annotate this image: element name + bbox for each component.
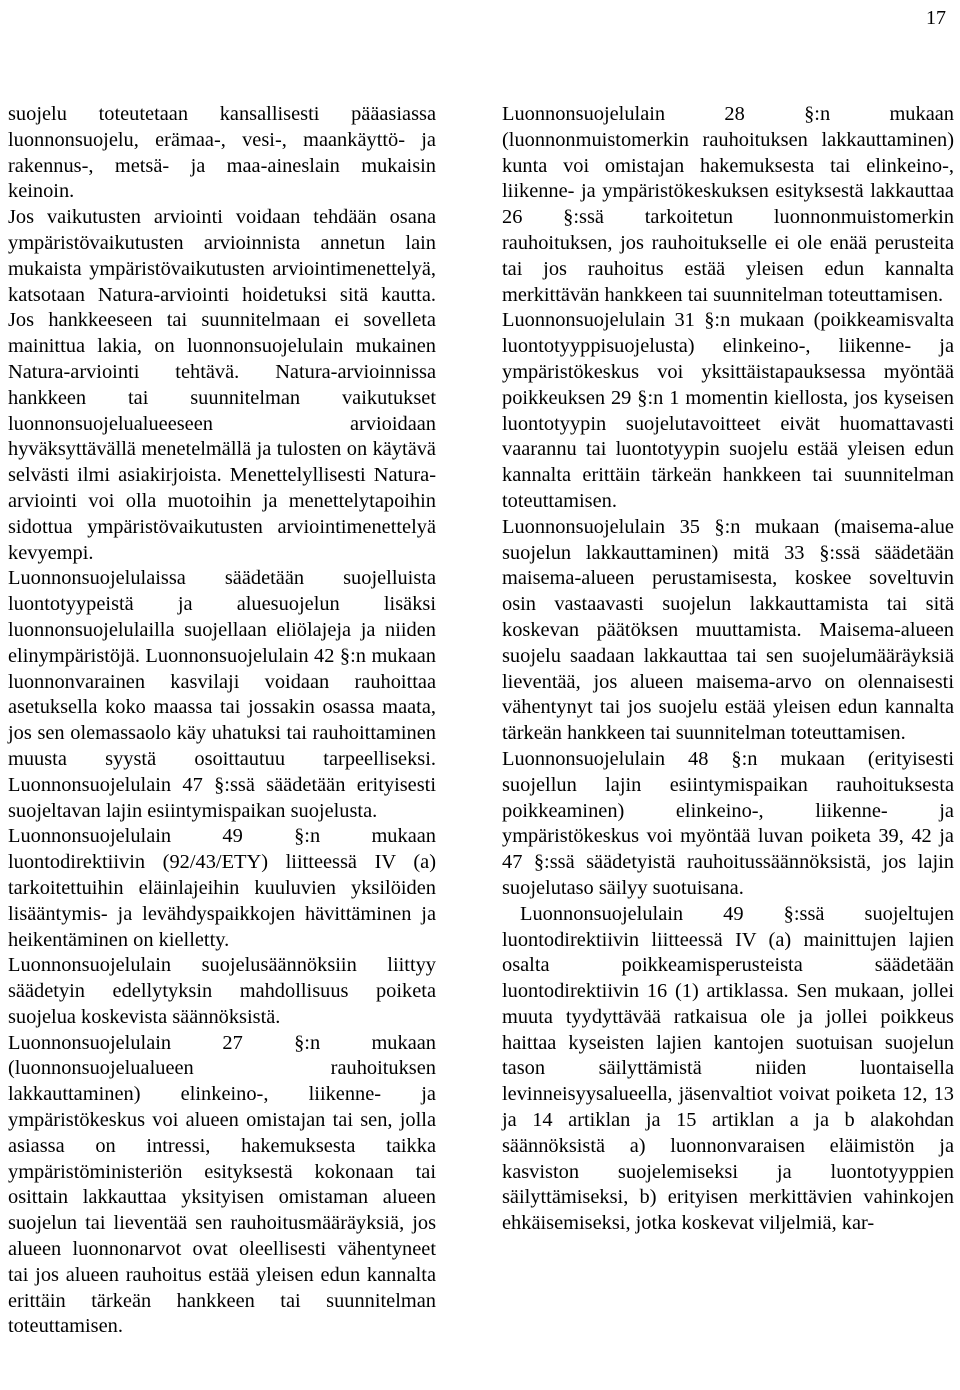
page-number: 17 (926, 7, 946, 29)
left-paragraph-4: Luonnonsuojelulain 49 §:n mukaan luontodirektiivin (92/43/ETY) liitteessä IV (a) tarkoitettuihin eläinlajeihin kuuluvien yksilöiden lisääntymis- ja levähdyspaikkojen hävittäminen ja heikentäminen on kielletty. (8, 825, 436, 951)
left-paragraph-3: Luonnonsuojelulaissa säädetään suojelluista luontotyypeistä ja aluesuojelun lisäksi luonnonsuojelulailla suojellaan eliölajeja ja niiden elinympäristöjä. Luonnonsuojelulain 42 §:n mukaan luonnonvarainen kasvilaji voidaan rauhoittaa asetuksella koko maassa tai jossakin osassa maata, jos sen olemassaolo käy uhatuksi tai rauhoittaminen muusta syystä osoittautuu tarpeelliseksi. Luonnonsuojelulain 47 §:ssä säädetään erityisesti suojeltavan lajin esiintymispaikan suojelusta. (8, 567, 436, 822)
left-paragraph-5: Luonnonsuojelulain suojelusäännöksiin liittyy säädetyin edellytyksin mahdollisuus poiketa suojelua koskevista säännöksistä. (8, 954, 436, 1028)
right-paragraph-1: Luonnonsuojelulain 28 §:n mukaan (luonnonmuistomerkin rauhoituksen lakkauttaminen) kunta voi omistajan hakemuksesta tai elinkeino-, liikenne- ja ympäristökeskuksen esityksestä lakkauttaa 26 §:ssä tarkoitetun luonnonmuistomerkin rauhoituksen, jos rauhoitukselle ei ole enää perusteita tai jos rauhoitus estää yleisen edun kannalta merkittävän hankkeen tai suunnitelman toteuttamisen. (502, 103, 954, 306)
left-paragraph-6: Luonnonsuojelulain 27 §:n mukaan (luonnonsuojelualueen rauhoituksen lakkauttaminen) elinkeino-, liikenne- ja ympäristökeskus voi alueen omistajan tai sen, jolla asiassa on intressi, hakemuksesta taikka ympäristöministeriön esityksestä kokonaan tai osittain lakkauttaa yksityisen omistaman alueen suojelun tai lieventää sen rauhoitusmääräyksiä, jos alueen luonnonarvot ovat oleellisesti vähentyneet tai jos alueen rauhoitus estää yleisen edun kannalta erittäin tärkeän hankkeen tai suunnitelman toteuttamisen. (8, 1031, 436, 1338)
right-paragraph-5: Luonnonsuojelulain 49 §:ssä suojeltujen luontodirektiivin liitteessä IV (a) mainittujen lajien osalta poikkeamisperusteista säädetään luontodirektiivin 16 (1) artiklassa. Sen mukaan, jollei muuta tyydyttävää ratkaisua ole ja jollei poikkeus haittaa kyseisten lajien kantojen suotuisan suojelun tason säilyttämistä niiden luontaisella levinneisyysalueella, jäsenvaltiot voivat poiketa 12, 13 ja 14 artiklan ja 15 artiklan a ja b alakohdan säännöksistä a) luonnonvaraisen eläimistön ja kasviston suojelemiseksi ja luontotyyppien säilyttämiseksi, b) erityisen merkittävien vahinkojen ehkäisemiseksi, jotka koskevat viljelmiä, kar- (502, 902, 954, 1235)
right-paragraph-4: Luonnonsuojelulain 48 §:n mukaan (erityisesti suojellun lajin esiintymispaikan rauhoituksesta poikkeaminen) elinkeino-, liikenne- ja ympäristökeskus voi myöntää luvan poiketa 39, 42 ja 47 §:ssä säädetyistä rauhoitussäännöksistä, jos lajin suojelutaso säilyy suotuisana. (502, 747, 954, 899)
right-column (502, 102, 954, 1237)
left-paragraph-1: suojelu toteutetaan kansallisesti pääasiassa luonnonsuojelu, erämaa-, vesi-, maankäyttö- ja rakennus-, metsä- ja maa-aineslain mukaisin keinoin. (8, 103, 436, 203)
left-column (8, 102, 436, 1340)
right-paragraph-3: Luonnonsuojelulain 35 §:n mukaan (maisema-alue suojelun lakkauttaminen) mitä 33 §:ssä säädetään maisema-alueen perustamisesta, koskee soveltuvin osin vastaavasti suojelun lakkauttamista tai sitä koskevan päätöksen muuttamista. Maisema-alueen suojelu saadaan lakkauttaa tai sen suojelumääräyksiä lieventää, jos alueen maisema-arvo on olennaisesti vähentynyt tai jos suojelu estää yleisen edun kannalta tärkeän hankkeen tai suunnitelman toteuttamisen. (502, 515, 954, 745)
left-paragraph-2: Jos vaikutusten arviointi voidaan tehdään osana ympäristövaikutusten arvioinnista annetun lain mukaista ympäristövaikutusten arviointimenettelyä, katsotaan Natura-arviointi hoidetuksi sitä kautta. Jos hankkeeseen tai suunnitelmaan ei sovelleta mainittua lakia, on luonnonsuojelulain mukainen Natura-arviointi tehtävä. Natura-arvioinnissa hankkeen tai suunnitelman vaikutukset luonnonsuojelualueeseen arvioidaan hyväksyttävällä menetelmällä ja tulosten on käytävä selvästi ilmi asiakirjoista. Menettelyllisesti Natura-arviointi voi olla muotoihin ja menettelytapoihin sidottua ympäristövaikutusten arviointimenettelyä kevyempi. (8, 206, 436, 564)
right-paragraph-2: Luonnonsuojelulain 31 §:n mukaan (poikkeamisvalta luontotyyppisuojelusta) elinkeino-, liikenne- ja ympäristökeskus voi yksittäistapauksessa myöntää poikkeuksen 29 §:n 1 momentin kiellosta, jos kyseisen luontotyypin suojelutavoitteet eivät huomattavasti vaarannu tai luontotyypin suojelu estää yleisen edun kannalta erittäin tärkeän hankkeen tai suunnitelman toteuttamisen. (502, 309, 954, 512)
